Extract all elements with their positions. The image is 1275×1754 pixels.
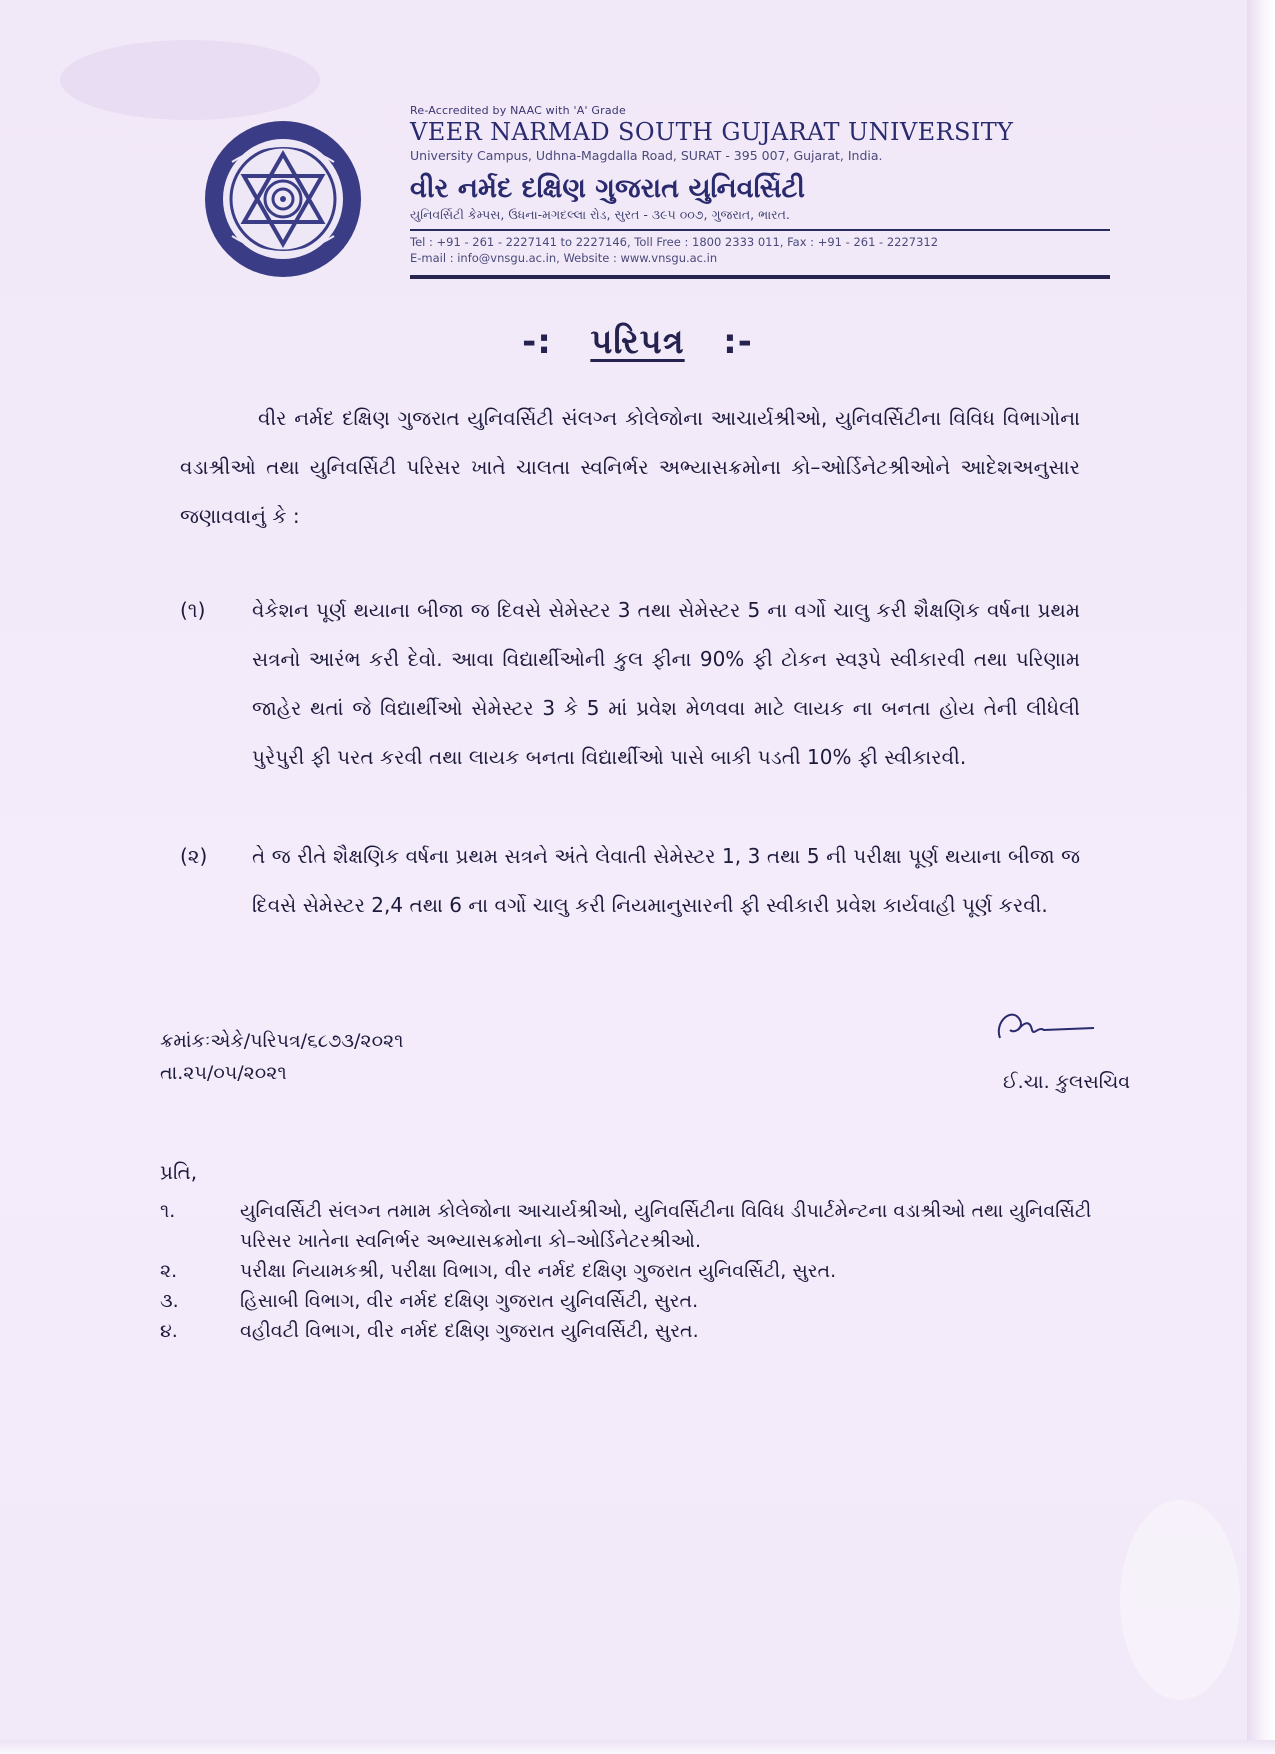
point-text: તે જ રીતે શૈક્ષણિક વર્ષના પ્રથમ સત્રને અંતે લેવાતી સેમેસ્ટર 1, 3 તથા 5 ની પરીક્ષા પૂર્ણ થયાના બીજા જ દિવસે સેમેસ્ટર 2,4 તથા 6 ના વર્ગો ચાલુ કરી નિયમાનુસારની ફી સ્વીકારી પ્રવેશ કાર્યવાહી પૂર્ણ કરવી.	[252, 844, 1080, 917]
signature	[990, 1000, 1100, 1050]
point-number: (૨)	[180, 844, 208, 868]
header-thick-rule	[410, 275, 1110, 279]
list-item-number: ૨.	[160, 1260, 178, 1282]
reference-number: ક્રમાંકઃએકે/પરિપત્ર/૬૮૭૩/૨૦૨૧	[160, 1030, 404, 1052]
point-number: (૧)	[180, 598, 206, 622]
distribution-list	[160, 1196, 1120, 1346]
reference-block	[160, 1025, 403, 1089]
list-item-text: યુનિવર્સિટી સંલગ્ન તમામ કોલેજોના આચાર્યશ્રીઓ, યુનિવર્સિટીના વિવિધ ડીપાર્ટમેન્ટના વડાશ્રીઓ તથા યુનિવર્સિટી પરિસર ખાતેના સ્વનિર્ભર અભ્યાસક્રમોના કો–ઓર્ડિનેટરશ્રીઓ.	[240, 1200, 1092, 1252]
list-item-text: પરીક્ષા નિયામકશ્રી, પરીક્ષા વિભાગ, વીર નર્મદ દક્ષિણ ગુજરાત યુનિવર્સિટી, સુરત.	[240, 1260, 837, 1282]
point-text: વેકેશન પૂર્ણ થયાના બીજા જ દિવસે સેમેસ્ટર 3 તથા સેમેસ્ટર 5 ના વર્ગો ચાલુ કરી શૈક્ષણિક વર્ષના પ્રથમ સત્રનો આરંભ કરી દેવો. આવા વિદ્યાર્થીઓની કુલ ફીના 90% ફી ટોકન સ્વરૂપે સ્વીકારવી તથા પરિણામ જાહેર થતાં જે વિદ્યાર્થીઓ સેમેસ્ટર 3 કે 5 માં પ્રવેશ મેળવવા માટે લાયક ના બનતા હોય તેની લીધેલી પુરેપુરી ફી પરત કરવી તથા લાયક બનતા વિદ્યાર્થીઓ પાસે બાકી પડતી 10% ફી સ્વીકારવી.	[252, 598, 1080, 769]
title-text: પરિપત્ર	[590, 322, 685, 362]
circular-title	[0, 322, 1275, 362]
university-name-gujarati: વીર નર્મદ દક્ષિણ ગુજરાત યુનિવર્સિટી	[410, 173, 805, 204]
list-item-text: હિસાબી વિભાગ, વીર નર્મદ દક્ષિણ ગુજરાત યુનિવર્સિટી, સુરત.	[240, 1290, 699, 1312]
list-item	[160, 1256, 1120, 1286]
list-item	[160, 1286, 1120, 1316]
list-item-number: ૪.	[160, 1320, 178, 1342]
point-item	[180, 586, 1080, 782]
accreditation-line: Re-Accredited by NAAC with 'A' Grade	[410, 104, 626, 117]
list-item	[160, 1196, 1120, 1256]
university-name-english: VEER NARMAD SOUTH GUJARAT UNIVERSITY	[410, 118, 1014, 146]
point-item	[180, 832, 1080, 930]
list-item-number: ૩.	[160, 1290, 179, 1312]
list-item	[160, 1316, 1120, 1346]
letterhead	[410, 104, 1110, 279]
paper-stain	[1120, 1500, 1240, 1700]
address-gujarati: યુનિવર્સિટી કેમ્પસ, ઉધના-મગદલ્લા રોડ, સુરત - ૩૯૫ ૦૦૭, ગુજરાત, ભારત.	[410, 207, 790, 222]
email-website-line: E-mail : info@vnsgu.ac.in, Website : www.vnsgu.ac.in	[410, 251, 718, 265]
distribution-heading: પ્રતિ,	[160, 1160, 198, 1184]
list-item-number: ૧.	[160, 1200, 176, 1222]
signatory-title: ઈ.ચા. કુલસચિવ	[1003, 1071, 1131, 1093]
page-edge	[1247, 0, 1275, 1754]
list-item-text: વહીવટી વિભાગ, વીર નર્મદ દક્ષિણ ગુજરાત યુનિવર્સિટી, સુરત.	[240, 1320, 699, 1342]
title-suffix: :-	[723, 322, 753, 362]
contact-line: Tel : +91 - 261 - 2227141 to 2227146, Toll Free : 1800 2333 011, Fax : +91 - 261 - 2227312	[410, 235, 939, 249]
paper-stain	[60, 40, 320, 120]
reference-date: તા.૨૫/૦૫/૨૦૨૧	[160, 1062, 287, 1084]
title-prefix: -:	[522, 322, 552, 362]
university-seal-logo	[202, 118, 364, 280]
header-divider	[410, 229, 1110, 231]
address-english: University Campus, Udhna-Magdalla Road, SURAT - 395 007, Gujarat, India.	[410, 148, 883, 163]
intro-paragraph: વીર નર્મદ દક્ષિણ ગુજરાત યુનિવર્સિટી સંલગ્ન કોલેજોના આચાર્યશ્રીઓ, યુનિવર્સિટીના વિવિધ વિભાગોના વડાશ્રીઓ તથા યુનિવર્સિટી પરિસર ખાતે ચાલતા સ્વનિર્ભર અભ્યાસક્રમોના કો–ઓર્ડિનેટશ્રીઓને આદેશઅનુસાર જણાવવાનું કે :	[180, 406, 1080, 528]
page-bottom-edge	[0, 1740, 1275, 1754]
